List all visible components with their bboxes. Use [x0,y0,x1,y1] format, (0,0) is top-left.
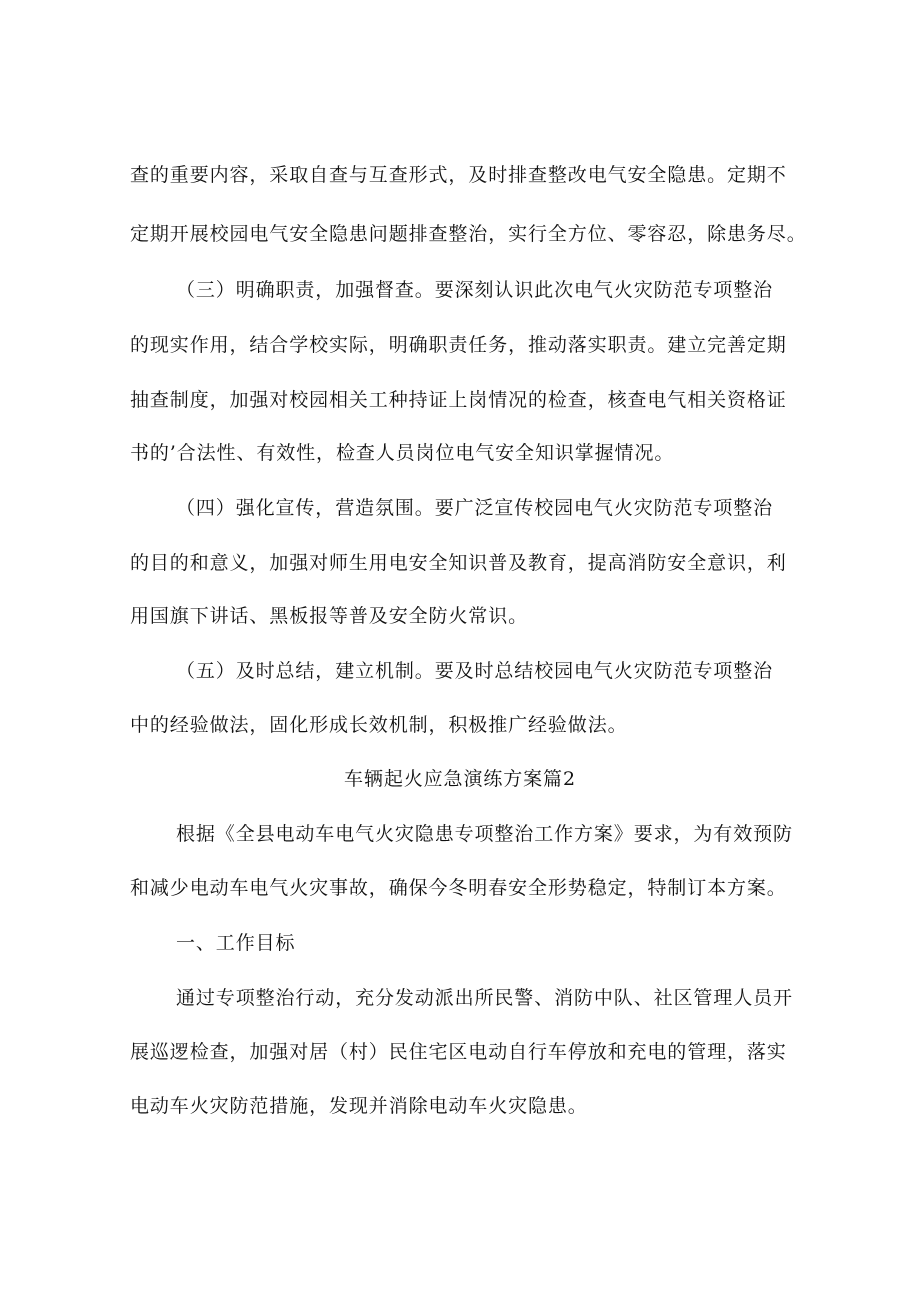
paragraph-line: 中的经验做法，固化形成长效机制，积极推广经验做法。 [130,714,628,736]
paragraph-line: 抽查制度，加强对校园相关工种持证上岗情况的检查，核查电气相关资格证 [130,389,787,411]
section-heading-line: （五）及时总结，建立机制。要及时总结校园电气火灾防范专项整治 [176,660,774,682]
paragraph-line: 的现实作用，结合学校实际，明确职责任务，推动落实职责。建立完善定期 [130,334,787,356]
paragraph-line: 书的’合法性、有效性，检查人员岗位电气安全知识掌握情况。 [130,442,675,464]
section-heading-line: （四）强化宣传，营造氛围。要广泛宣传校园电气火灾防范专项整治 [176,497,774,519]
paragraph-line: 根据《全县电动车电气火灾隐患专项整治工作方案》要求，为有效预防 [176,823,793,845]
paragraph-line: 定期开展校园电气安全隐患问题排查整治，实行全方位、零容忍，除患务尽。 [130,223,807,245]
paragraph-line: 和减少电动车电气火灾事故，确保今冬明春安全形势稳定，特制订本方案。 [130,877,787,899]
section-heading-line: （三）明确职责，加强督查。要深刻认识此次电气火灾防范专项整治 [176,279,774,301]
paragraph-line: 的目的和意义，加强对师生用电安全知识普及教育，提高消防安全意识，利 [130,552,787,574]
paragraph-line: 用国旗下讲话、黑板报等普及安全防火常识。 [130,605,529,627]
article-title: 车辆起火应急演练方案篇2 [344,768,576,790]
paragraph-line: 查的重要内容，采取自查与互查形式，及时排查整改电气安全隐患。定期不 [130,164,787,186]
paragraph-line: 通过专项整治行动，充分发动派出所民警、消防中队、社区管理人员开 [176,987,793,1009]
paragraph-line: 展巡逻检查，加强对居（村）民住宅区电动自行车停放和充电的管理，落实 [130,1041,787,1063]
paragraph-line: 电动车火灾防范措施，发现并消除电动车火灾隐患。 [130,1095,588,1117]
section-heading: 一、工作目标 [176,932,296,954]
